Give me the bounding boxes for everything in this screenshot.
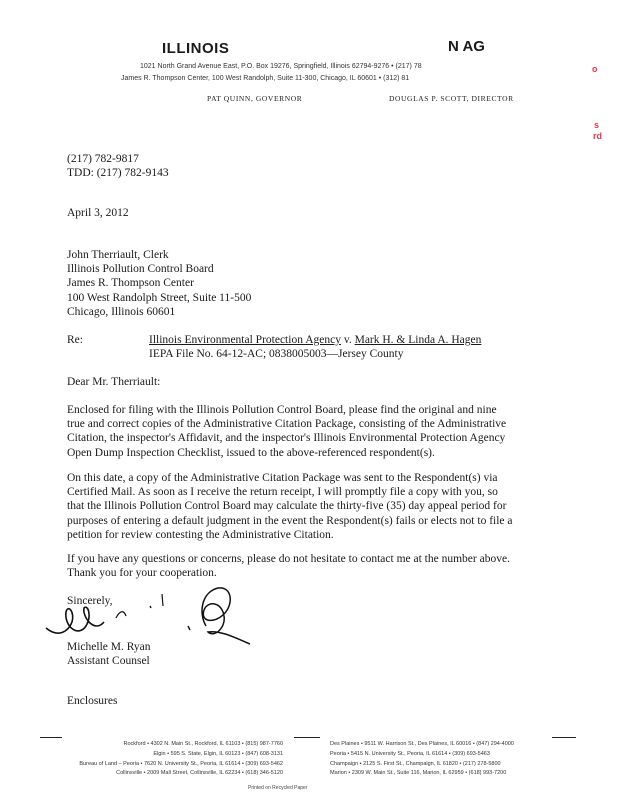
signer-name: Michelle M. Ryan xyxy=(67,641,151,653)
file-number: IEPA File No. 64-12-AC; 0838005003—Jersey County xyxy=(149,348,404,361)
case-versus: v. xyxy=(340,334,355,346)
red-margin-mark-1: o xyxy=(592,64,598,74)
paragraph-line: If you have any questions or concerns, please do not hesitate to contact me at the number above. xyxy=(67,553,510,565)
paragraph-line: petition for review contesting the Administrative Citation. xyxy=(67,528,334,541)
letterhead-address-springfield: 1021 North Grand Avenue East, P.O. Box 19276, Springfield, Illinois 62794-9276 • (217) 78 xyxy=(140,63,422,70)
re-label: Re: xyxy=(67,334,83,346)
footer-office: Peoria • 5415 N. University St., Peoria, IL 61614 • (309) 693-5463 xyxy=(330,750,490,757)
footer-offices-right xyxy=(330,740,550,779)
paragraph-certified-mail xyxy=(67,471,513,542)
recipient-line: Illinois Pollution Control Board xyxy=(67,263,214,276)
salutation: Dear Mr. Therriault: xyxy=(67,376,161,388)
letter-date: April 3, 2012 xyxy=(67,207,129,219)
agency-name-right: N AG xyxy=(448,38,485,55)
case-agency: Illinois Environmental Protection Agency xyxy=(149,334,341,346)
footer-office: Rockford • 4302 N. Main St., Rockford, IL 61103 • (815) 987-7760 xyxy=(123,741,283,747)
paragraph-line: true and correct copies of the Administrative Citation Package, consisting of the Administrative xyxy=(67,418,507,431)
red-margin-mark-3: rd xyxy=(593,131,602,141)
enclosures-note: Enclosures xyxy=(67,695,118,707)
tdd-number: TDD: (217) 782-9143 xyxy=(67,167,169,180)
footer-office: Marion • 2309 W. Main St., Suite 116, Marion, IL 62959 • (618) 993-7200 xyxy=(330,770,507,777)
footer-rule-center xyxy=(294,737,320,738)
paragraph-line: purposes of entering a default judgment in the event the Respondent(s) fails or elects not to file a xyxy=(67,514,513,527)
paragraph-line: that the Illinois Pollution Control Board may calculate the thirty-five (35) day appeal period for xyxy=(67,500,507,513)
footer-office: Collinsville • 2009 Mall Street, Collinsville, IL 62234 • (618) 346-5120 xyxy=(116,770,283,777)
footer-office: Des Plaines • 9511 W. Harrison St., Des Plaines, IL 60016 • (847) 294-4000 xyxy=(330,741,514,747)
closing: Sincerely, xyxy=(67,595,113,607)
paragraph-questions xyxy=(67,552,510,580)
paragraph-line: Citation, the inspector's Affidavit, and the inspector's Illinois Environmental Protection Agency xyxy=(67,432,506,445)
footer-rule-left xyxy=(40,737,62,738)
signer-title: Assistant Counsel xyxy=(67,655,150,668)
red-margin-mark-2: s xyxy=(594,120,600,130)
footer-offices-left xyxy=(43,740,283,779)
recipient-line: 100 West Randolph Street, Suite 11-500 xyxy=(67,291,252,304)
paragraph-line: On this date, a copy of the Administrative Citation Package was sent to the Respondent(s) via xyxy=(67,472,498,484)
signer-block xyxy=(67,640,151,668)
phone-number: (217) 782-9817 xyxy=(67,153,139,165)
re-subject xyxy=(149,333,481,361)
contact-block xyxy=(67,152,169,180)
footer-office: Bureau of Land – Peoria • 7620 N. University St., Peoria, IL 61614 • (309) 693-5462 xyxy=(79,760,283,767)
footer-office: Elgin • 595 S. State, Elgin, IL 60123 • (847) 608-3131 xyxy=(153,750,283,757)
paragraph-line: Enclosed for filing with the Illinois Pollution Control Board, please find the original and nine xyxy=(67,404,497,416)
case-party: Mark H. & Linda A. Hagen xyxy=(354,334,482,346)
recycled-paper-note: Printed on Recycled Paper xyxy=(248,785,308,791)
recipient-line: John Therriault, Clerk xyxy=(67,249,169,261)
footer-rule-right xyxy=(552,737,576,738)
paragraph-line: Certified Mail. As soon as I receive the return receipt, I will promptly file a copy with you, so xyxy=(67,486,498,499)
paragraph-line: Thank you for your cooperation. xyxy=(67,567,217,580)
footer-office: Champaign • 2125 S. First St., Champaign, IL 61820 • (217) 278-5800 xyxy=(330,760,501,767)
recipient-line: James R. Thompson Center xyxy=(67,277,194,290)
agency-name-left: ILLINOIS xyxy=(162,40,230,57)
letterhead-address-chicago: James R. Thompson Center, 100 West Randolph, Suite 11-300, Chicago, IL 60601 • (312) 81 xyxy=(121,75,410,82)
paragraph-line: Open Dump Inspection Checklist, issued to the above-referenced respondent(s). xyxy=(67,446,435,459)
governor-name: PAT QUINN, GOVERNOR xyxy=(207,94,303,103)
director-name: DOUGLAS P. SCOTT, DIRECTOR xyxy=(389,94,514,103)
recipient-address xyxy=(67,248,251,319)
paragraph-enclosed xyxy=(67,403,506,460)
case-caption xyxy=(149,333,481,347)
recipient-line: Chicago, Illinois 60601 xyxy=(67,305,176,318)
